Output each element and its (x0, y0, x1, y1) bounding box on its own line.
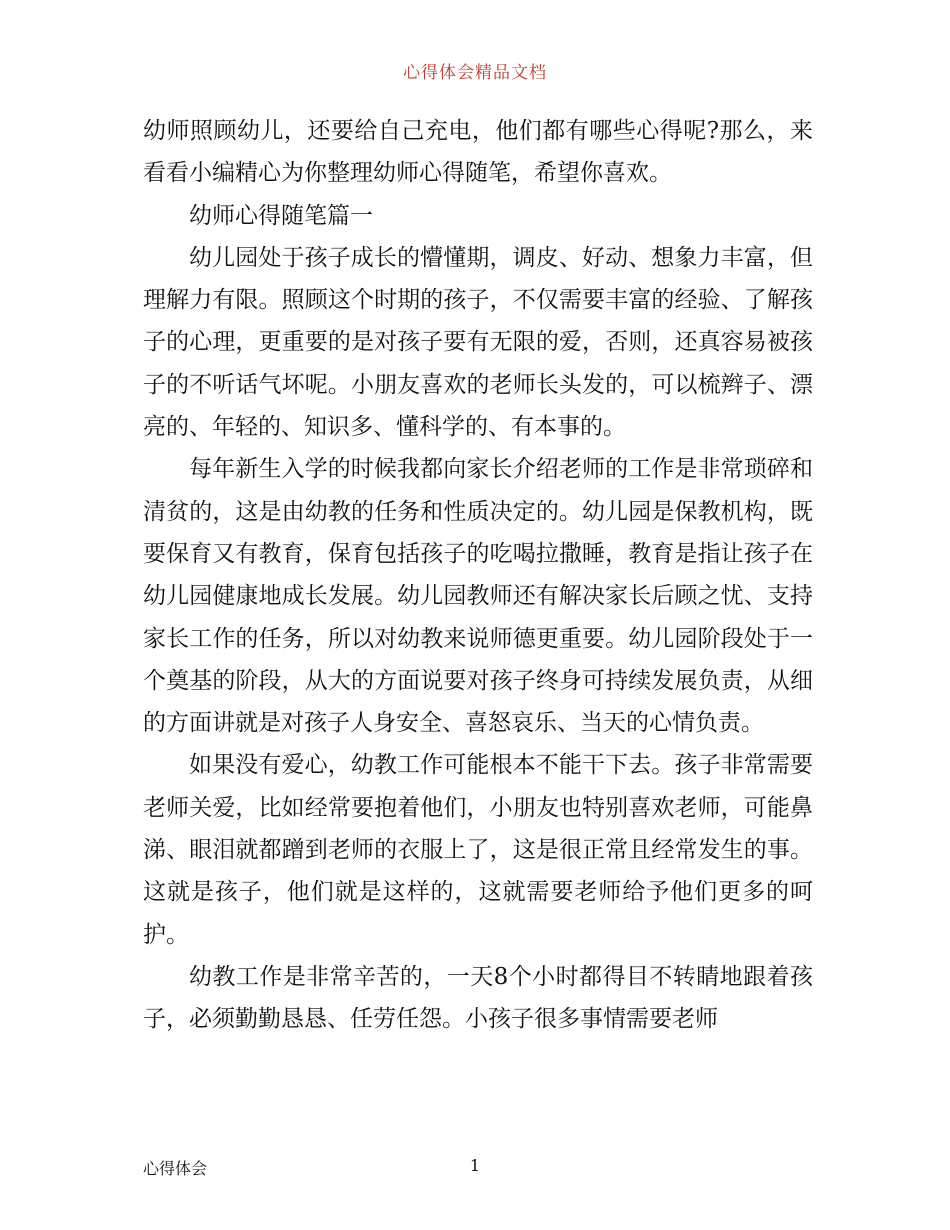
body-paragraph: 每年新生入学的时候我都向家长介绍老师的工作是非常琐碎和清贫的，这是由幼教的任务和性质决定的。幼儿园是保教机构，既要保育又有教育，保育包括孩子的吃喝拉撒睡，教育是指让孩子在幼儿园健康地成长发展。幼儿园教师还有解决家长后顾之忧、支持家长工作的任务，所以对幼教来说师德更重要。幼儿园阶段处于一个奠基的阶段，从大的方面说要对孩子终身可持续发展负责，从细的方面讲就是对孩子人身安全、喜怒哀乐、当天的心情负责。 (143, 456, 813, 737)
document-body (143, 110, 813, 1041)
body-paragraph: 如果没有爱心，幼教工作可能根本不能干下去。孩子非常需要老师关爱，比如经常要抱着他们，小朋友也特别喜欢老师，可能鼻涕、眼泪就都蹭到老师的衣服上了，这是很正常且经常发生的事。这就是孩子，他们就是这样的，这就需要老师给予他们更多的呵护。 (143, 752, 813, 948)
page-header-title: 心得体会精品文档 (403, 63, 547, 83)
page-number: 1 (469, 1156, 481, 1175)
body-paragraph: 幼儿园处于孩子成长的懵懂期，调皮、好动、想象力丰富，但理解力有限。照顾这个时期的孩子，不仅需要丰富的经验、了解孩子的心理，更重要的是对孩子要有无限的爱，否则，还真容易被孩子的不听话气坏呢。小朋友喜欢的老师长头发的，可以梳辫子、漂亮的、年轻的、知识多、懂科学的、有本事的。 (143, 244, 813, 441)
intro-paragraph: 幼师照顾幼儿，还要给自己充电，他们都有哪些心得呢?那么，来看看小编精心为你整理幼师心得随笔，希望你喜欢。 (143, 118, 813, 187)
footer-label: 心得体会 (143, 1159, 208, 1178)
section-heading: 幼师心得随笔篇一 (189, 202, 373, 229)
body-paragraph: 幼教工作是非常辛苦的，一天8个小时都得目不转睛地跟着孩子，必须勤勤恳恳、任劳任怨。小孩子很多事情需要老师 (143, 963, 813, 1033)
